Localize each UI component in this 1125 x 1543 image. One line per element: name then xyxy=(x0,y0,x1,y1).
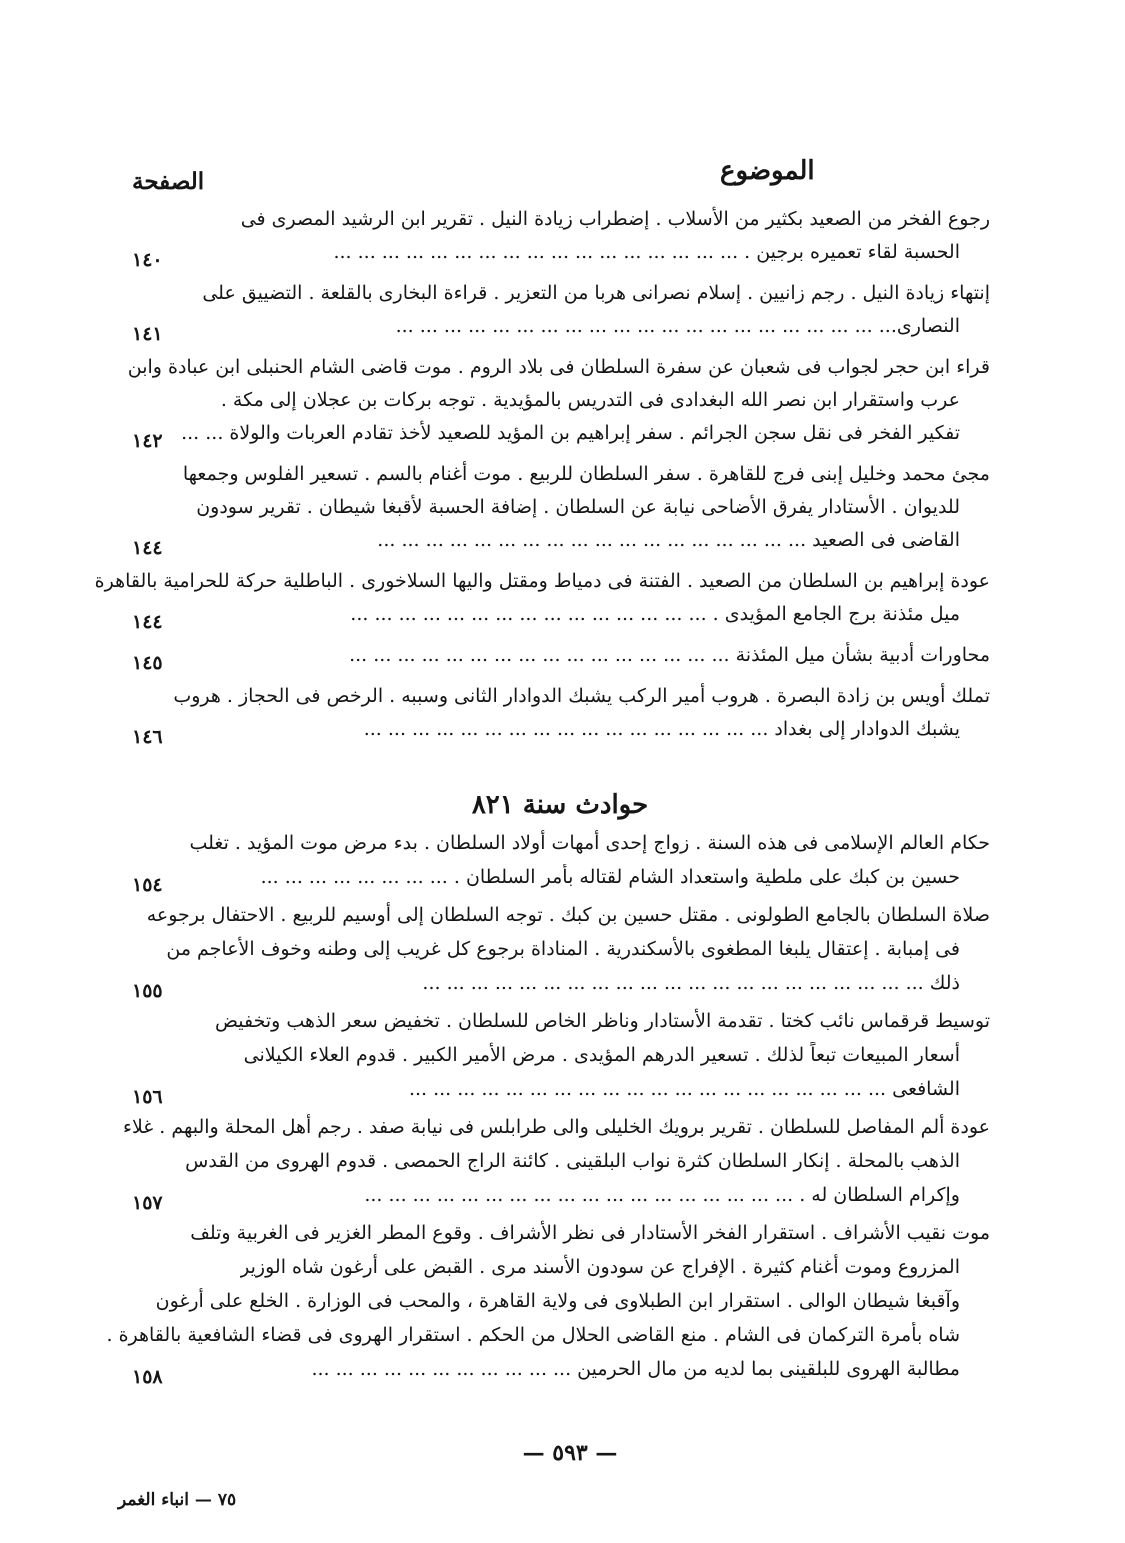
toc-entry xyxy=(132,683,990,749)
page-number: — ٥٩٣ — xyxy=(522,1440,618,1466)
toc-entry-line: عودة إبراهيم بن السلطان من الصعيد . الفتنة فى دمياط ومقتل واليها السلاخورى . الباطلية حركة للحرامية بالقاهرة xyxy=(94,570,990,592)
toc-entry-page-number: ١٥٤ xyxy=(132,874,163,896)
toc-entry-page-number: ١٤٦ xyxy=(132,726,163,748)
toc-entry-line: مجئ محمد وخليل إبنى فرج للقاهرة . سفر السلطان للربيع . موت أغنام بالسم . تسعير الفلوس وجمعها xyxy=(182,463,990,485)
toc-entry xyxy=(106,1220,990,1390)
toc-entry-line: القاضى فى الصعيد ... ... ... ... ... ... ... ... ... ... ... ... ... ... ... ... ... ... xyxy=(377,529,960,551)
toc-entry-page-number: ١٤٤ xyxy=(132,537,163,559)
toc-entry-line: إنتهاء زيادة النيل . رجم زانيين . إسلام نصرانى هربا من التعزير . قراءة البخارى بالقلعة . التضييق على xyxy=(202,282,990,304)
toc-entry-line: قراء ابن حجر لجواب فى شعبان عن سفرة السلطان فى بلاد الروم . موت قاضى الشام الحنبلى ابن عبادة وابن xyxy=(127,356,990,378)
toc-entry xyxy=(123,1114,990,1216)
toc-entry xyxy=(132,461,990,560)
toc-entry-line: المزروع وموت أغنام كثيرة . الإفراج عن سودون الأسند مرى . القبض على أرغون شاه الوزير xyxy=(240,1256,960,1278)
toc-entry-line: تفكير الفخر فى نقل سجن الجرائم . سفر إبراهيم بن المؤيد للصعيد لأخذ تقادم العربات والولاة ... ... xyxy=(181,422,960,444)
toc-entry-line: عرب واستقرار ابن نصر الله البغدادى فى التدريس بالمؤيدية . توجه بركات بن عجلان إلى مكة . xyxy=(220,389,960,411)
toc-entry xyxy=(132,280,990,346)
toc-entry-page-number: ١٥٧ xyxy=(132,1192,163,1214)
toc-entry-line: شاه بأمرة التركمان فى الشام . منع القاضى الحلال من الحكم . استقرار الهروى فى قضاء الشافعية بالقاهرة . xyxy=(106,1324,960,1346)
toc-entry-line: وإكرام السلطان له . ... ... ... ... ... ... ... ... ... ... ... ... ... ... ... ... ... ... xyxy=(364,1184,960,1206)
toc-entry-line: موت نقيب الأشراف . استقرار الفخر الأستادار فى نظر الأشراف . وقوع المطر الغزير فى الغربية وتلف xyxy=(190,1222,990,1244)
toc-entry-line: محاورات أدبية بشأن ميل المئذنة ... ... ... ... ... ... ... ... ... ... ... ... ... ... ... ... xyxy=(349,644,990,666)
toc-entry-line: حكام العالم الإسلامى فى هذه السنة . زواج إحدى أمهات أولاد السلطان . بدء مرض موت المؤيد . تغلب xyxy=(189,832,990,854)
toc-entry-line: الحسبة لقاء تعميره برجين . ... ... ... ... ... ... ... ... ... ... ... ... ... ... ... ... ... xyxy=(333,241,960,263)
toc-entry-line: ذلك ... ... ... ... ... ... ... ... ... ... ... ... ... ... ... ... ... ... ... ... ... xyxy=(422,972,960,994)
toc-entry-line: حسين بن كبك على ملطية واستعداد الشام لقتاله بأمر السلطان . ... ... ... ... ... ... ... ... xyxy=(260,866,960,888)
section-heading: حوادث سنة ٨٢١ xyxy=(471,790,649,820)
toc-entry-page-number: ١٥٦ xyxy=(132,1086,163,1108)
toc-entry-line: للديوان . الأستادار يفرق الأضاحى نيابة عن السلطان . إضافة الحسبة لأقبغا شيطان . تقرير سودون xyxy=(196,496,960,518)
column-header-page: الصفحة xyxy=(132,168,205,195)
toc-entry-line: أسعار المبيعات تبعاً لذلك . تسعير الدرهم المؤيدى . مرض الأمير الكبير . قدوم العلاء الكيلانى xyxy=(243,1044,960,1066)
toc-entry-page-number: ١٤٢ xyxy=(132,430,163,452)
toc-entry xyxy=(127,354,990,453)
toc-entry xyxy=(132,206,990,272)
toc-entry-page-number: ١٤١ xyxy=(132,323,163,345)
toc-entry-page-number: ١٤٥ xyxy=(132,652,163,674)
toc-entry-line: الذهب بالمحلة . إنكار السلطان كثرة نواب البلقينى . كائنة الراج الحمصى . قدوم الهروى من القدس xyxy=(185,1150,960,1172)
toc-entry-line: توسيط قرقماس نائب كختا . تقدمة الأستادار وناظر الخاص للسلطان . تخفيض سعر الذهب وتخفيض xyxy=(214,1010,990,1032)
signature-mark: ٧٥ — انباء الغمر xyxy=(118,1490,237,1510)
toc-entry-line: فى إمبابة . إعتقال يلبغا المطغوى بالأسكندرية . المناداة برجوع كل غريب إلى وطنه وخوف الأعاجم من xyxy=(166,938,960,960)
toc-entry-line: وآقبغا شيطان الوالى . استقرار ابن الطبلاوى فى ولاية القاهرة ، والمحب فى الوزارة . الخلع على أرغون xyxy=(155,1290,960,1312)
toc-entry-page-number: ١٥٨ xyxy=(132,1366,163,1388)
toc-entry xyxy=(132,902,990,1004)
toc-entry xyxy=(132,1008,990,1110)
toc-entry-line: صلاة السلطان بالجامع الطولونى . مقتل حسين بن كبك . توجه السلطان إلى أوسيم للربيع . الاحتفال برجوعه xyxy=(146,904,990,926)
toc-entry-line: رجوع الفخر من الصعيد بكثير من الأسلاب . إضطراب زيادة النيل . تقرير ابن الرشيد المصرى فى xyxy=(240,208,990,230)
toc-entry xyxy=(132,642,990,675)
toc-entry-page-number: ١٥٥ xyxy=(132,980,163,1002)
toc-entry-line: الشافعى ... ... ... ... ... ... ... ... ... ... ... ... ... ... ... ... ... ... ... ... xyxy=(408,1078,960,1100)
toc-entry-line: يشبك الدوادار إلى بغداد ... ... ... ... ... ... ... ... ... ... ... ... ... ... ... ... ... xyxy=(363,718,960,740)
toc-entry-line: عودة ألم المفاصل للسلطان . تقرير برويك الخليلى والى طرابلس فى نيابة صفد . رجم أهل المحلة والبهم . غلاء xyxy=(123,1116,990,1138)
toc-entry-line: ميل مئذنة برج الجامع المؤيدى . ... ... ... ... ... ... ... ... ... ... ... ... ... ... ... xyxy=(350,603,960,625)
toc-entry-line: مطالبة الهروى للبلقينى بما لديه من مال الحرمين ... ... ... ... ... ... ... ... ... ... ... xyxy=(311,1358,960,1380)
column-header-topic: الموضوع xyxy=(720,156,815,186)
toc-entry-page-number: ١٤٠ xyxy=(132,249,163,271)
toc-entry xyxy=(132,830,990,898)
toc-entry-line: النصارى... ... ... ... ... ... ... ... ... ... ... ... ... ... ... ... ... ... ... ... ... xyxy=(395,315,960,337)
toc-entry-line: تملك أويس بن زادة البصرة . هروب أمير الركب يشبك الدوادار الثانى وسببه . الرخص فى الحجاز . هروب xyxy=(173,685,990,707)
toc-entry xyxy=(94,568,990,634)
toc-entry-page-number: ١٤٤ xyxy=(132,611,163,633)
